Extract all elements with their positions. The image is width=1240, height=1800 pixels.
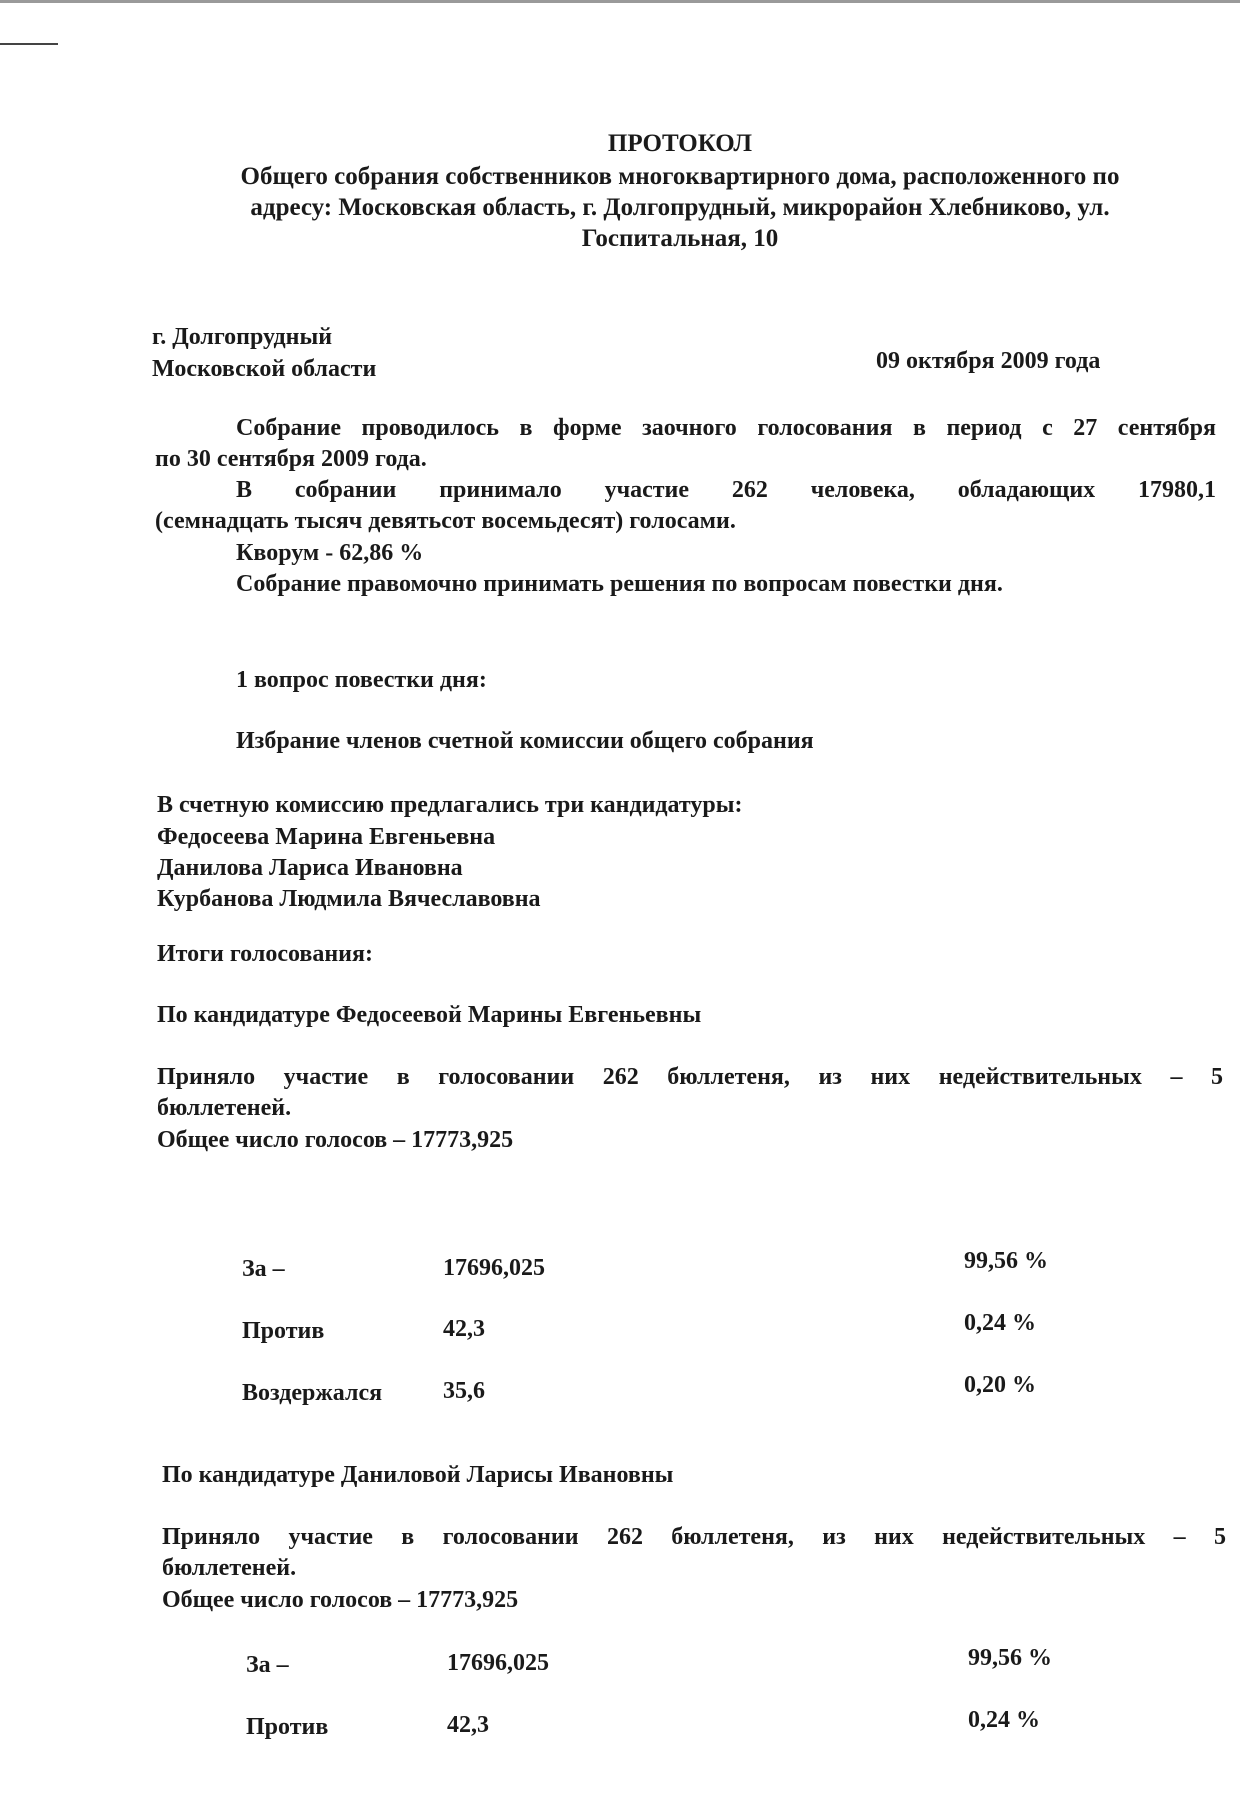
vote-pct-for: 99,56 % xyxy=(964,1248,1048,1274)
vote-value-against: 42,3 xyxy=(443,1316,485,1342)
candidate-item: Курбанова Людмила Вячеславовна xyxy=(157,886,541,912)
candidate-item: Федосеева Марина Евгеньевна xyxy=(157,824,496,850)
participation-line-2: бюллетеней. xyxy=(162,1555,297,1581)
document-subtitle-line-2: адресу: Московская область, г. Долгопрудный, микрорайон Хлебниково, ул. xyxy=(250,194,1110,221)
participation-line-2: бюллетеней. xyxy=(157,1095,292,1121)
candidate-result-heading: По кандидатуре Даниловой Ларисы Ивановны xyxy=(162,1462,674,1488)
vote-pct-against: 0,24 % xyxy=(964,1310,1036,1336)
place-city: г. Долгопрудный xyxy=(152,324,333,350)
participation-line-1: Приняло участие в голосовании 262 бюллетеня, из них недействительных – 5 xyxy=(162,1524,1226,1550)
vote-label-for: За – xyxy=(242,1256,285,1282)
competence-text: Собрание правомочно принимать решения по вопросам повестки дня. xyxy=(236,571,1003,597)
vote-label-against: Против xyxy=(242,1318,325,1344)
vote-pct-abstained: 0,20 % xyxy=(964,1372,1036,1398)
total-votes: Общее число голосов – 17773,925 xyxy=(157,1127,514,1153)
total-votes: Общее число голосов – 17773,925 xyxy=(162,1587,519,1613)
intro-paragraph-1-line-2: по 30 сентября 2009 года. xyxy=(155,446,427,472)
vote-label-for: За – xyxy=(246,1652,289,1678)
vote-value-abstained: 35,6 xyxy=(443,1378,485,1404)
scan-margin-mark xyxy=(0,43,58,45)
intro-paragraph-2-line-2: (семнадцать тысяч девятьсот восемьдесят) голосами. xyxy=(155,508,736,534)
vote-pct-against: 0,24 % xyxy=(968,1707,1040,1733)
quorum-text: Кворум - 62,86 % xyxy=(236,540,424,566)
intro-paragraph-1-line-1: Собрание проводилось в форме заочного голосования в период с 27 сентября xyxy=(236,415,1216,441)
document-title: ПРОТОКОЛ xyxy=(607,130,753,157)
agenda-question-text: Избрание членов счетной комиссии общего собрания xyxy=(236,728,814,754)
agenda-question-heading: 1 вопрос повестки дня: xyxy=(236,667,487,693)
vote-label-abstained: Воздержался xyxy=(242,1380,383,1406)
vote-pct-for: 99,56 % xyxy=(968,1645,1052,1671)
vote-value-against: 42,3 xyxy=(447,1712,489,1738)
candidates-intro: В счетную комиссию предлагались три кандидатуры: xyxy=(157,792,743,818)
candidate-item: Данилова Лариса Ивановна xyxy=(157,855,463,881)
document-subtitle-line-3: Госпитальная, 10 xyxy=(581,225,779,252)
vote-value-for: 17696,025 xyxy=(447,1650,549,1676)
vote-value-for: 17696,025 xyxy=(443,1255,545,1281)
document-subtitle-line-1: Общего собрания собственников многоквартирного дома, расположенного по xyxy=(240,163,1120,190)
participation-line-1: Приняло участие в голосовании 262 бюллетеня, из них недействительных – 5 xyxy=(157,1064,1223,1090)
results-heading: Итоги голосования: xyxy=(157,941,373,967)
document-date: 09 октября 2009 года xyxy=(876,348,1101,374)
candidate-result-heading: По кандидатуре Федосеевой Марины Евгеньевны xyxy=(157,1002,702,1028)
intro-paragraph-2-line-1: В собрании принимало участие 262 человека, обладающих 17980,1 xyxy=(236,477,1216,503)
place-region: Московской области xyxy=(152,356,377,382)
vote-label-against: Против xyxy=(246,1714,329,1740)
scan-edge-line xyxy=(0,0,1240,3)
